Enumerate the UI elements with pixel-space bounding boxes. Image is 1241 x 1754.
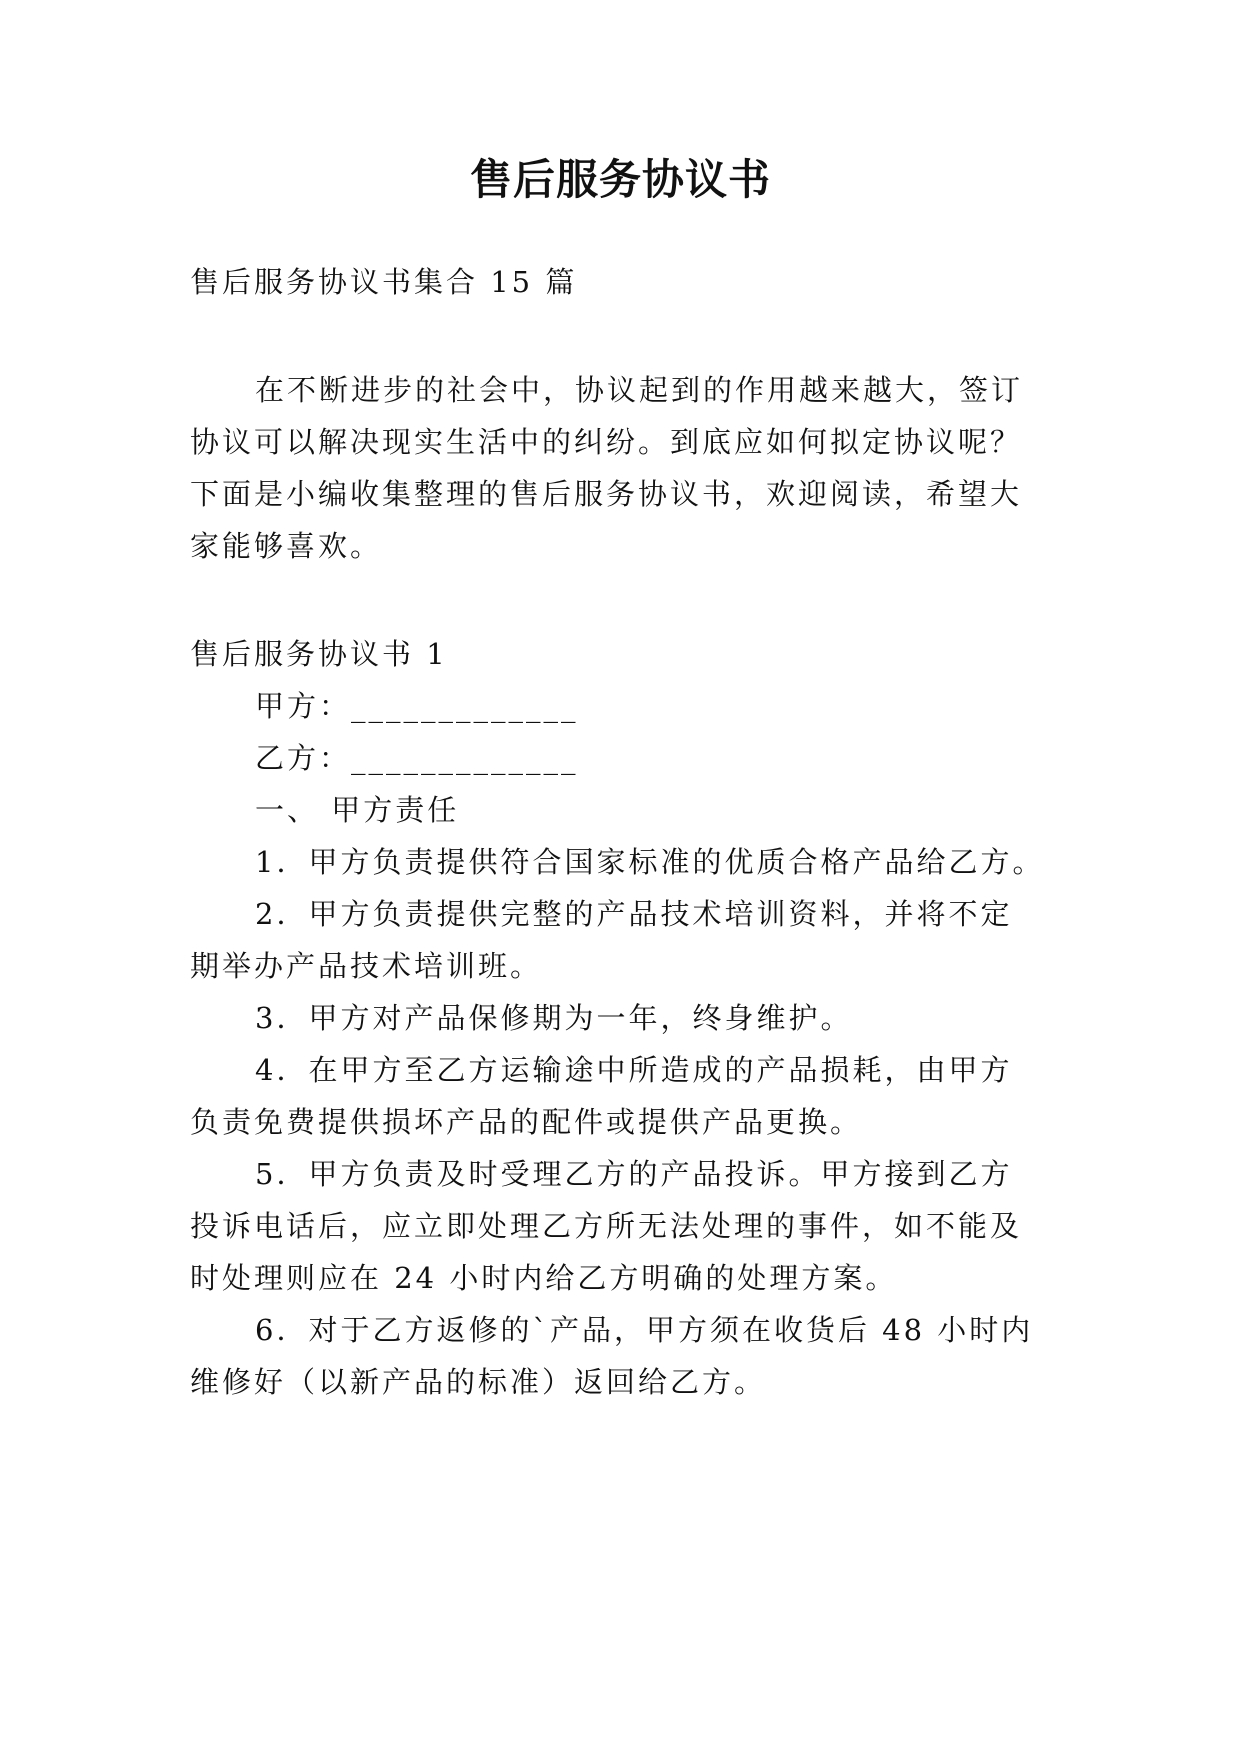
clause-line: 6．对于乙方返修的`产品，甲方须在收货后 48 小时内 (255, 1313, 1034, 1347)
chapter-heading: 一、 甲方责任 (255, 793, 460, 827)
party-b-blank: _____________ (351, 741, 579, 775)
party-b-label: 乙方： (255, 741, 352, 775)
clause-line: 维修好（以新产品的标准）返回给乙方。 (190, 1365, 767, 1399)
section-heading: 售后服务协议书 1 (190, 637, 448, 671)
clause-line: 2．甲方负责提供完整的产品技术培训资料，并将不定 (255, 897, 1013, 931)
party-a-blank: _____________ (351, 689, 579, 723)
party-b-line (255, 738, 579, 778)
document-subtitle: 售后服务协议书集合 15 篇 (190, 265, 578, 299)
intro-line: 下面是小编收集整理的售后服务协议书，欢迎阅读，希望大 (190, 477, 1023, 511)
clause-line: 5．甲方负责及时受理乙方的产品投诉。甲方接到乙方 (255, 1157, 1013, 1191)
clause-line: 投诉电话后，应立即处理乙方所无法处理的事件，如不能及 (190, 1209, 1023, 1243)
clause-line: 4．在甲方至乙方运输途中所造成的产品损耗，由甲方 (255, 1053, 1013, 1087)
clause-line: 3．甲方对产品保修期为一年，终身维护。 (255, 1001, 853, 1035)
party-a-label: 甲方： (255, 689, 352, 723)
document-title: 售后服务协议书 (469, 155, 771, 204)
clause-line: 时处理则应在 24 小时内给乙方明确的处理方案。 (190, 1261, 898, 1295)
clause-line: 1．甲方负责提供符合国家标准的优质合格产品给乙方。 (255, 845, 1045, 879)
intro-line: 家能够喜欢。 (190, 529, 383, 563)
party-a-line (255, 686, 579, 726)
clause-line: 负责免费提供损坏产品的配件或提供产品更换。 (190, 1105, 863, 1139)
intro-line: 在不断进步的社会中，协议起到的作用越来越大，签订 (255, 373, 1024, 407)
clause-line: 期举办产品技术培训班。 (190, 949, 543, 983)
intro-line: 协议可以解决现实生活中的纠纷。到底应如何拟定协议呢？ (190, 425, 1023, 459)
